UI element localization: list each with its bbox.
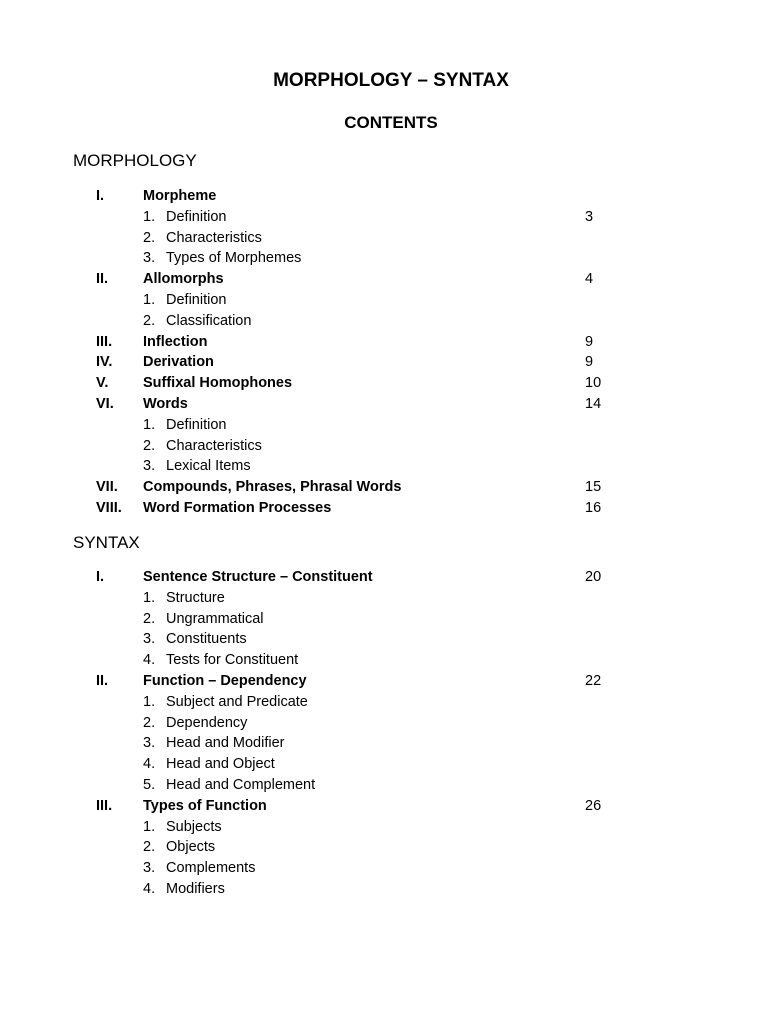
toc-entry-number: VIII. (96, 499, 122, 516)
toc-subentry-title: Types of Morphemes (166, 250, 302, 267)
toc-subentry-number: 1. (143, 416, 156, 433)
toc-entry (0, 373, 768, 394)
toc-subentry-title: Subjects (166, 818, 222, 835)
toc-entry-page: 4 (585, 271, 594, 288)
toc-entry (0, 671, 768, 692)
toc-subentry-number: 2. (143, 312, 156, 329)
toc-subentry-title: Subject and Predicate (166, 693, 308, 710)
toc-entry (0, 498, 768, 519)
toc-subentry-number: 4. (143, 652, 156, 669)
toc-subentry (0, 436, 768, 457)
toc-subentry (0, 775, 768, 796)
toc-subentry-title: Characteristics (166, 437, 262, 454)
toc-subentry-number: 3. (143, 458, 156, 475)
toc-entry-number: II. (96, 672, 109, 689)
page-title: MORPHOLOGY – SYNTAX (273, 70, 509, 91)
toc-entry-page: 20 (585, 569, 602, 585)
toc-subentry-title: Structure (166, 589, 225, 606)
toc-entry-page: 15 (585, 479, 602, 496)
toc-subentry-number: 1. (143, 291, 156, 308)
toc-subentry-title: Definition (166, 208, 227, 225)
toc-entry-title: Derivation (143, 354, 214, 371)
toc-subentry-number: 5. (143, 776, 156, 793)
contents-heading: CONTENTS (344, 113, 438, 132)
toc-subentry-number: 2. (143, 610, 156, 627)
toc-subentry (0, 692, 768, 713)
toc-entry-number: I. (96, 569, 105, 585)
toc-subentry (0, 858, 768, 879)
toc-subentry-title: Dependency (166, 714, 248, 731)
toc-entry (0, 796, 768, 817)
toc-entry-title: Morpheme (143, 188, 217, 204)
toc-entry (0, 332, 768, 353)
toc-entry-title: Types of Function (143, 797, 267, 814)
toc-entry-title: Compounds, Phrases, Phrasal Words (143, 479, 402, 496)
toc-entry (0, 394, 768, 415)
toc-subentry-title: Modifiers (166, 880, 225, 897)
toc-subentry-number: 2. (143, 714, 156, 731)
toc-subentry-number: 1. (143, 693, 156, 710)
toc-subentry (0, 248, 768, 269)
morphology-heading: MORPHOLOGY (73, 151, 197, 170)
toc-entry-number: III. (96, 797, 113, 814)
toc-subentry-number: 3. (143, 250, 156, 267)
toc-entry (0, 352, 768, 373)
toc-subentry (0, 733, 768, 754)
toc-subentry-number: 2. (143, 437, 156, 454)
toc-subentry (0, 879, 768, 900)
toc-entry-page: 9 (585, 354, 594, 371)
toc-subentry-number: 3. (143, 631, 156, 648)
toc-entry (0, 477, 768, 498)
toc-entry-page: 26 (585, 797, 602, 814)
toc-subentry-number: 1. (143, 208, 156, 225)
toc-subentry (0, 609, 768, 630)
toc-subentry-title: Ungrammatical (166, 610, 264, 627)
toc-entry-number: III. (96, 333, 113, 350)
toc-entry-number: II. (96, 271, 109, 288)
toc-subentry-title: Complements (166, 860, 256, 877)
toc-subentry-page: 3 (585, 208, 594, 225)
toc-entry-title: Allomorphs (143, 271, 224, 288)
toc-subentry-number: 3. (143, 735, 156, 752)
toc-entry-title: Inflection (143, 333, 208, 350)
toc-entry-page: 10 (585, 375, 602, 392)
toc-subentry-title: Definition (166, 416, 227, 433)
toc-subentry (0, 456, 768, 477)
toc-entry (0, 567, 768, 588)
toc-entry-title: Suffixal Homophones (143, 375, 293, 392)
toc-subentry-title: Characteristics (166, 229, 262, 246)
toc-subentry-number: 2. (143, 839, 156, 856)
toc-subentry (0, 207, 768, 228)
toc-subentry-title: Lexical Items (166, 458, 251, 475)
toc-subentry (0, 629, 768, 650)
toc-entry-page: 14 (585, 395, 602, 412)
toc-subentry-number: 3. (143, 860, 156, 877)
toc-entry (0, 269, 768, 290)
toc-entry-page: 22 (585, 672, 602, 689)
toc-entry-page: 16 (585, 499, 602, 516)
toc-subentry (0, 588, 768, 609)
toc-subentry-title: Head and Modifier (166, 735, 285, 752)
toc-subentry (0, 754, 768, 775)
toc-entry-title: Sentence Structure – Constituent (143, 569, 373, 585)
toc-entry-number: VI. (96, 395, 114, 412)
toc-subentry-title: Objects (166, 839, 216, 856)
toc-subentry (0, 650, 768, 671)
toc-subentry-title: Head and Complement (166, 776, 316, 793)
toc-subentry-number: 1. (143, 818, 156, 835)
toc-subentry-number: 4. (143, 756, 156, 773)
toc-subentry-title: Definition (166, 291, 227, 308)
toc-subentry (0, 228, 768, 249)
toc-entry-title: Word Formation Processes (143, 499, 332, 516)
toc-entry-title: Words (143, 395, 188, 412)
toc-subentry-number: 2. (143, 229, 156, 246)
toc-entry-title: Function – Dependency (143, 672, 307, 689)
toc-entry-page: 9 (585, 333, 594, 350)
toc-entry-number: I. (96, 188, 105, 204)
toc-subentry (0, 311, 768, 332)
toc-subentry (0, 817, 768, 838)
toc-entry-number: VII. (96, 479, 118, 496)
toc-subentry-number: 4. (143, 880, 156, 897)
toc-subentry-title: Tests for Constituent (166, 652, 299, 669)
toc-entry-number: V. (96, 375, 109, 392)
toc-subentry-title: Head and Object (166, 756, 275, 773)
morphology-list (0, 186, 768, 519)
toc-subentry (0, 415, 768, 436)
toc-entry (0, 186, 768, 207)
toc-subentry-number: 1. (143, 589, 156, 606)
toc-subentry (0, 290, 768, 311)
toc-subentry-title: Classification (166, 312, 252, 329)
syntax-list (0, 567, 768, 900)
toc-subentry-title: Constituents (166, 631, 247, 648)
toc-entry-number: IV. (96, 354, 113, 371)
syntax-heading: SYNTAX (73, 533, 140, 552)
toc-subentry (0, 837, 768, 858)
toc-subentry (0, 713, 768, 734)
